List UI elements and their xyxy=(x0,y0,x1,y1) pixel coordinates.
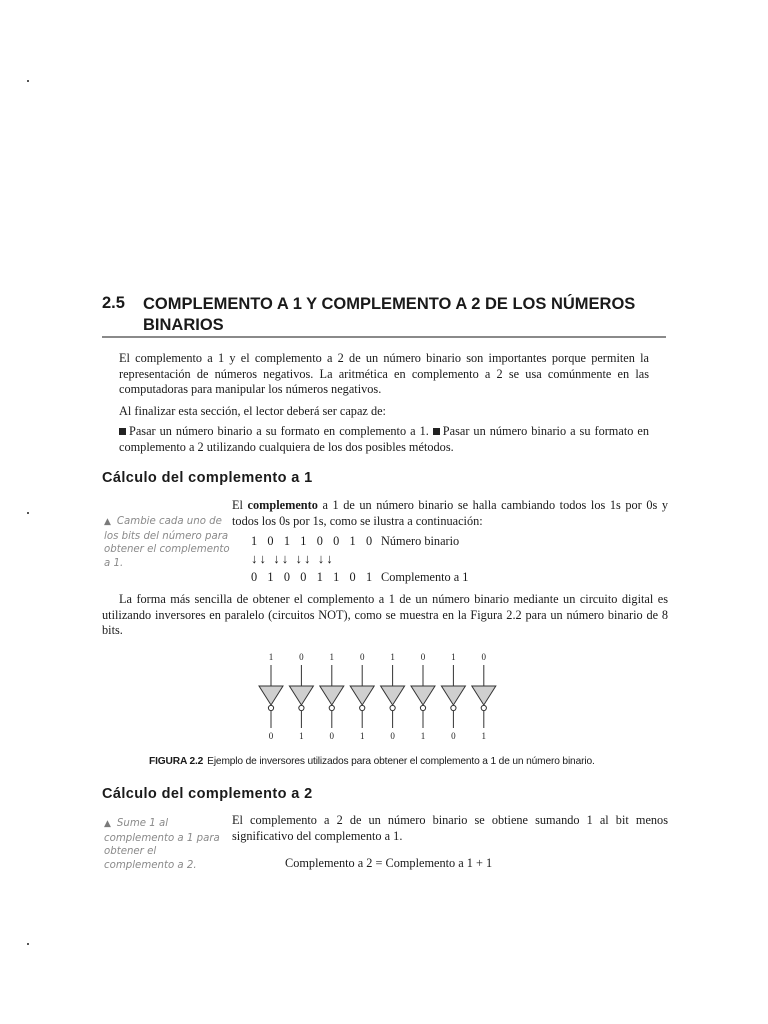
figure-caption-text: Ejemplo de inversores utilizados para obtener el complemento a 1 de un número binario. xyxy=(207,756,595,767)
inverter-bubble xyxy=(268,705,273,710)
objectives-lead: Al finalizar esta sección, el lector deberá ser capaz de: xyxy=(119,404,386,418)
twos-complement-formula: Complemento a 2 = Complemento a 1 + 1 xyxy=(285,856,493,870)
inverter-output-bit: 1 xyxy=(299,731,304,741)
inverter-gate xyxy=(289,686,313,705)
inverter-input-bit: 1 xyxy=(268,652,274,662)
inverter-output-bit: 0 xyxy=(268,731,274,741)
inverter-output-bit: 1 xyxy=(420,731,426,741)
inverter-output-bit: 0 xyxy=(390,731,395,741)
ones-complement-heading: Cálculo del complemento a 1 xyxy=(102,470,313,486)
figure-label: FIGURA 2.2 xyxy=(149,756,204,767)
inverter-gate xyxy=(320,686,344,705)
inverter-gate xyxy=(259,686,283,705)
triangle-marker-icon: ▲ xyxy=(104,819,111,829)
definition-text-start: El xyxy=(232,498,248,512)
inverter-input-bit: 0 xyxy=(299,652,304,662)
inverter-gate xyxy=(381,686,405,705)
binder-dot-middle xyxy=(27,512,29,514)
inverter-output-bit: 1 xyxy=(481,731,487,741)
inverter-bubble xyxy=(360,705,365,710)
inverter-gate xyxy=(472,686,496,705)
bullet-square-icon xyxy=(433,428,440,435)
inverter-input-bit: 0 xyxy=(420,652,426,662)
section-title: COMPLEMENTO A 1 Y COMPLEMENTO A 2 DE LOS NÚMEROS BINARIOS xyxy=(143,295,636,334)
section-rule xyxy=(102,336,666,338)
inverter-input-bit: 1 xyxy=(451,652,456,662)
ones-complement-margin-note xyxy=(104,515,232,570)
inverter-bubble xyxy=(390,705,395,710)
binary-number-bits: 1 0 1 1 0 0 1 0 xyxy=(251,534,376,548)
binder-dot-top xyxy=(27,80,29,82)
twos-complement-margin-note xyxy=(104,817,222,872)
definition-text-end: a 1 de un número binario se halla cambiando todos los 1s por 0s y todos los 0s por 1s, como se ilustra a continuación: xyxy=(232,498,668,528)
inverter-figure xyxy=(0,650,768,750)
inverter-gate xyxy=(411,686,435,705)
inverter-bubble xyxy=(420,705,425,710)
objective-2: Pasar un número binario a su formato en complemento a 2 utilizando cualquiera de los dos posibles métodos. xyxy=(119,424,649,454)
invert-arrows: ↓↓ ↓↓ ↓↓ ↓↓ xyxy=(251,551,335,566)
margin-note-text: Cambie cada uno de los bits del número para obtener el complemento a 1. xyxy=(104,516,230,569)
inverter-output-bit: 0 xyxy=(451,731,456,741)
objective-1: Pasar un número binario a su formato en complemento a 1. xyxy=(129,424,429,438)
inverter-bubble xyxy=(451,705,456,710)
inverter-bubble xyxy=(299,705,304,710)
objectives-list xyxy=(119,424,649,455)
section-number: 2.5 xyxy=(102,294,125,312)
ones-complement-definition xyxy=(232,498,668,529)
binary-number-label: Número binario xyxy=(381,534,460,548)
margin-note-text: Sume 1 al complemento a 1 para obtener el complemento a 2. xyxy=(104,818,220,871)
binder-dot-bottom xyxy=(27,943,29,945)
inverter-input-bit: 1 xyxy=(390,652,395,662)
bullet-square-icon xyxy=(119,428,126,435)
definition-term: complemento xyxy=(247,498,318,512)
triangle-marker-icon: ▲ xyxy=(104,517,111,527)
figure-caption xyxy=(149,756,595,767)
inverter-paragraph: La forma más sencilla de obtener el complemento a 1 de un número binario mediante un circuito digital es utilizando inversores en paralelo (circuitos NOT), como se muestra en la Figura 2.2 para un número binario de 8 bits. xyxy=(102,592,668,638)
inverter-input-bit: 1 xyxy=(329,652,335,662)
inverter-input-bit: 0 xyxy=(359,652,365,662)
twos-complement-heading: Cálculo del complemento a 2 xyxy=(102,786,313,802)
inverter-bubble xyxy=(329,705,334,710)
ones-complement-bits: 0 1 0 0 1 1 0 1 xyxy=(251,570,376,584)
inverter-gate xyxy=(350,686,374,705)
inverter-input-bit: 0 xyxy=(481,652,487,662)
inverter-bubble xyxy=(481,705,486,710)
inverter-output-bit: 0 xyxy=(329,731,335,741)
ones-complement-label: Complemento a 1 xyxy=(381,570,469,584)
twos-complement-definition: El complemento a 2 de un número binario se obtiene sumando 1 al bit menos significativo del complemento a 1. xyxy=(232,813,668,843)
inverter-gate xyxy=(441,686,465,705)
intro-paragraph: El complemento a 1 y el complemento a 2 de un número binario son importantes porque permiten la representación de números negativos. La aritmética en complemento a 2 se usa comúnmente en las computadoras para manipular los números negativos. xyxy=(119,351,649,397)
inverter-output-bit: 1 xyxy=(359,731,365,741)
